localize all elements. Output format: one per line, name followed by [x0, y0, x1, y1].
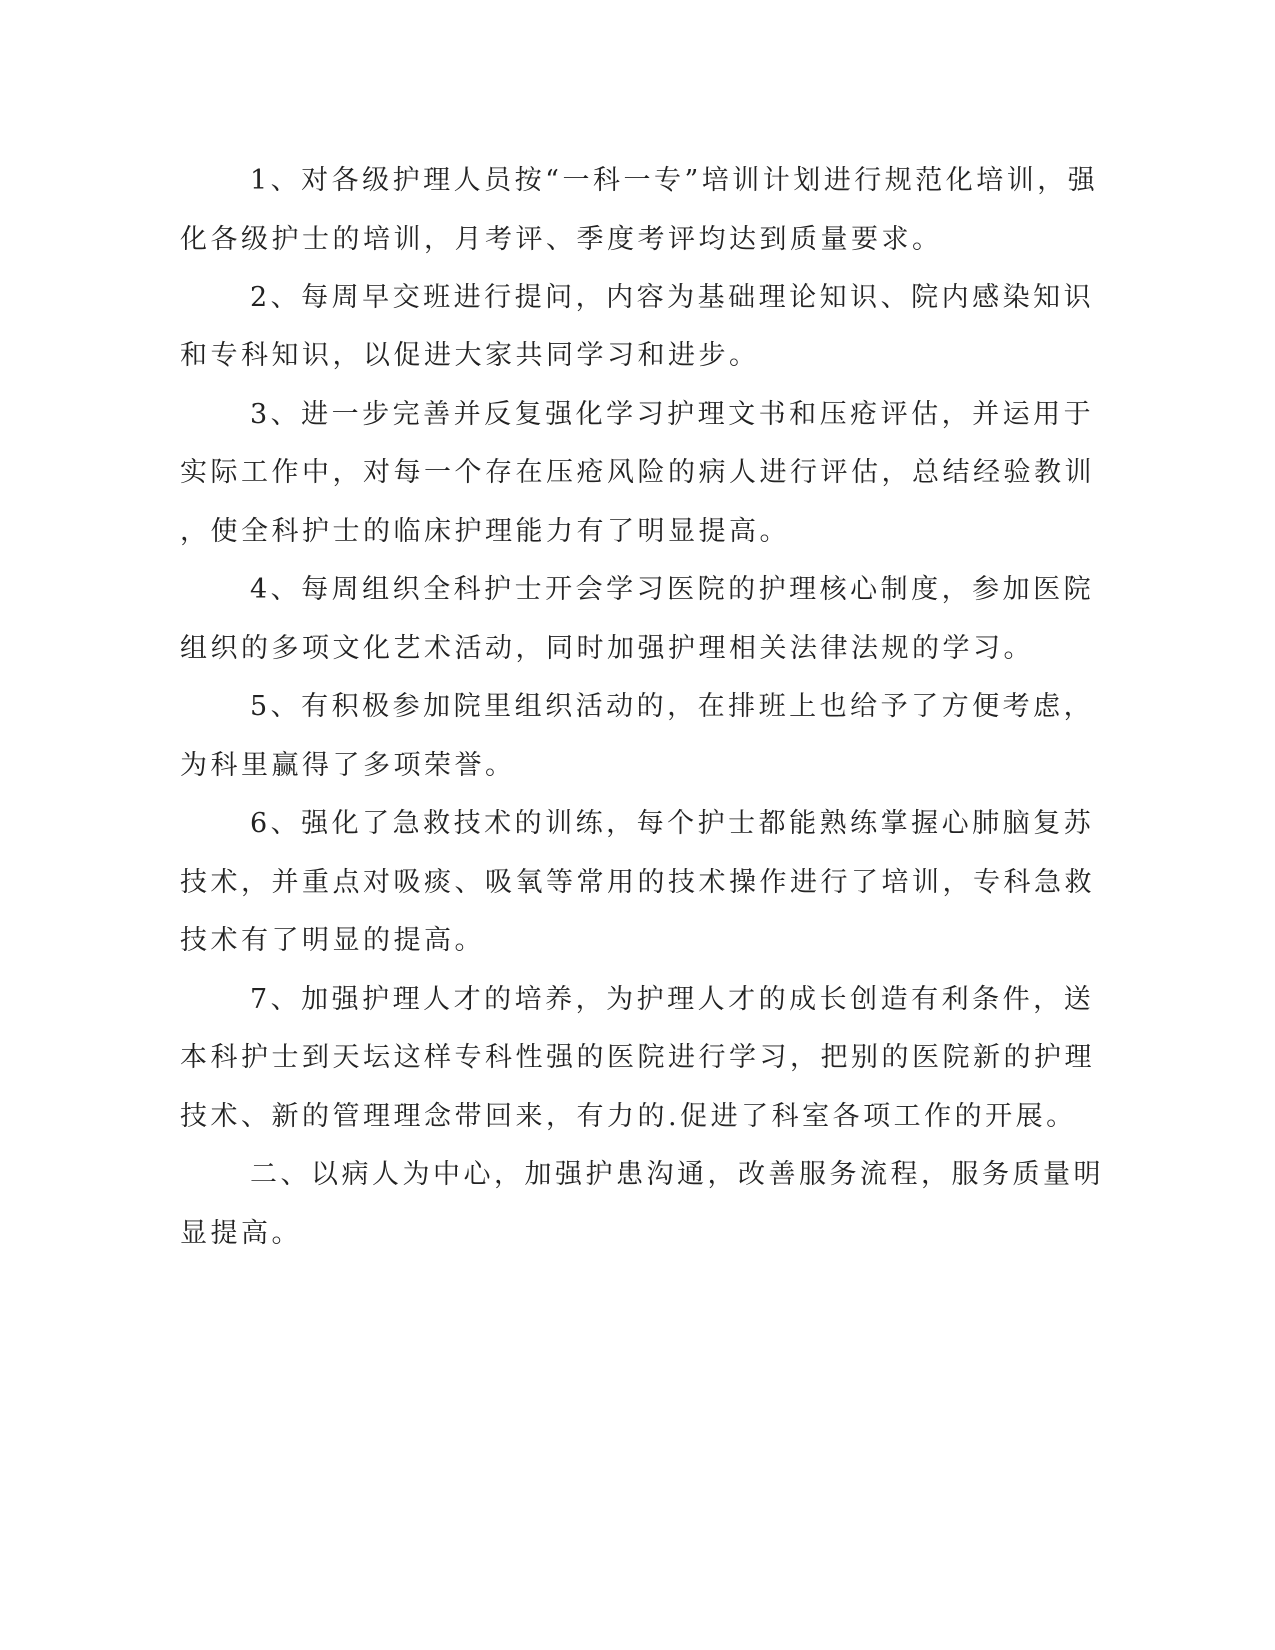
item-6-line-1: 6、强化了急救技术的训练，每个护士都能熟练掌握心肺脑复苏	[250, 808, 1095, 839]
item-2-line-2: 和专科知识，以促进大家共同学习和进步。	[180, 340, 760, 371]
item-7-line-2: 本科护士到天坛这样专科性强的医院进行学习，把别的医院新的护理	[180, 1042, 1095, 1073]
item-3-line-3: ，使全科护士的临床护理能力有了明显提高。	[180, 516, 790, 547]
section-2-line-2: 显提高。	[180, 1218, 302, 1249]
item-1-line-1: 1、对各级护理人员按“一科一专”培训计划进行规范化培训，强	[250, 165, 1099, 196]
item-5-line-1: 5、有积极参加院里组织活动的，在排班上也给予了方便考虑，	[250, 691, 1095, 722]
item-6-line-3: 技术有了明显的提高。	[180, 925, 485, 956]
section-2-line-1: 二、以病人为中心，加强护患沟通，改善服务流程，服务质量明	[250, 1159, 1104, 1190]
item-4-line-1: 4、每周组织全科护士开会学习医院的护理核心制度，参加医院	[250, 574, 1095, 605]
item-1-line-2: 化各级护士的培训，月考评、季度考评均达到质量要求。	[180, 224, 943, 255]
item-6-line-2: 技术，并重点对吸痰、吸氧等常用的技术操作进行了培训，专科急救	[180, 867, 1095, 898]
item-2-line-1: 2、每周早交班进行提问，内容为基础理论知识、院内感染知识	[250, 282, 1095, 313]
item-4-line-2: 组织的多项文化艺术活动，同时加强护理相关法律法规的学习。	[180, 633, 1034, 664]
item-7-line-1: 7、加强护理人才的培养，为护理人才的成长创造有利条件，送	[250, 984, 1095, 1015]
item-3-line-2: 实际工作中，对每一个存在压疮风险的病人进行评估，总结经验教训	[180, 457, 1095, 488]
item-3-line-1: 3、进一步完善并反复强化学习护理文书和压疮评估，并运用于	[250, 399, 1095, 430]
item-5-line-2: 为科里赢得了多项荣誉。	[180, 750, 516, 781]
item-7-line-3: 技术、新的管理理念带回来，有力的.促进了科室各项工作的开展。	[180, 1101, 1077, 1132]
